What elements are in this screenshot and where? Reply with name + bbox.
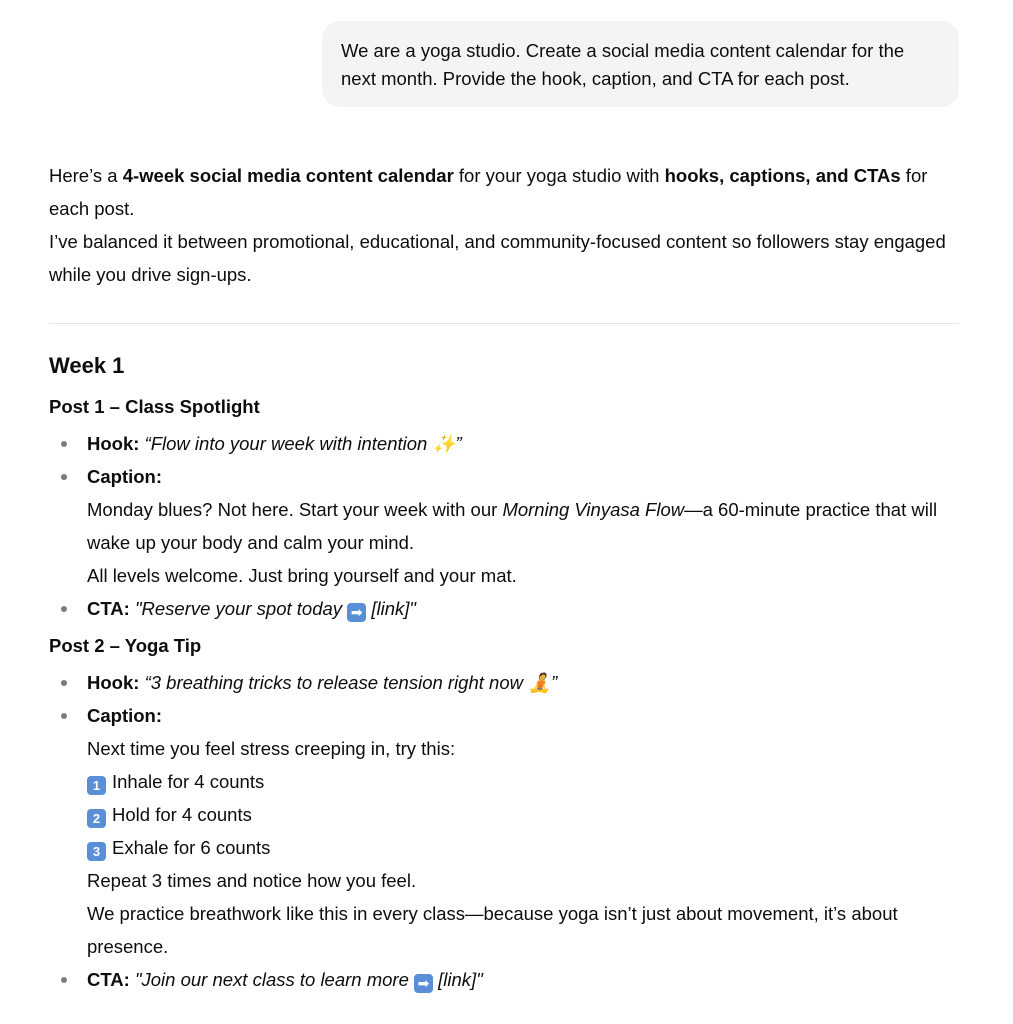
- arrow-right-icon: ➡: [414, 974, 433, 993]
- post-2-list: [49, 666, 964, 996]
- caption-label: Caption:: [87, 705, 163, 726]
- cta-label: CTA:: [87, 969, 130, 990]
- divider: [49, 323, 959, 324]
- step-text: Exhale for 6 counts: [112, 837, 271, 858]
- bullet-dot: [61, 713, 67, 719]
- class-name: Morning Vinyasa Flow: [502, 499, 685, 520]
- intro-bold-hooks: hooks, captions, and CTAs: [664, 165, 901, 186]
- caption-text: Repeat 3 times and notice how you feel.: [87, 870, 417, 891]
- intro-text: for each post.: [49, 165, 928, 219]
- list-item: [49, 460, 964, 592]
- keycap-1-icon: 1: [87, 776, 106, 795]
- cta-text: "Join our next class to learn more ➡ [link]": [134, 969, 483, 991]
- post-1-title: Post 1 – Class Spotlight: [49, 396, 260, 417]
- intro-text: Here’s a: [49, 165, 123, 186]
- bullet-dot: [61, 680, 67, 686]
- user-message-bubble: [322, 21, 959, 107]
- bullet-dot: [61, 977, 67, 983]
- caption-label: Caption:: [87, 466, 163, 487]
- step-text: Inhale for 4 counts: [112, 771, 265, 792]
- cta-text: "Reserve your spot today ➡ [link]": [134, 598, 416, 620]
- bullet-dot: [61, 606, 67, 612]
- cta-label: CTA:: [87, 598, 130, 619]
- hook-label: Hook:: [87, 433, 140, 454]
- intro-bold-calendar: 4-week social media content calendar: [122, 165, 454, 186]
- step-text: Hold for 4 counts: [112, 804, 252, 825]
- caption-text: Next time you feel stress creeping in, try this:: [87, 738, 456, 759]
- bullet-dot: [61, 441, 67, 447]
- post-1-list: [49, 427, 964, 625]
- hook-text: “Flow into your week with intention ✨”: [144, 433, 462, 454]
- caption-text: We practice breathwork like this in every class—because yoga isn’t just about movement, it’s about presence.: [87, 903, 898, 957]
- caption-text: Monday blues? Not here. Start your week with our: [87, 499, 503, 520]
- week-heading: Week 1: [49, 353, 125, 378]
- hook-text: “3 breathing tricks to release tension right now 🧘”: [144, 672, 558, 693]
- caption-text: —a 60-minute practice that will wake up your body and calm your mind.: [87, 499, 938, 553]
- assistant-message: [49, 159, 964, 996]
- caption-text: All levels welcome. Just bring yourself and your mat.: [87, 565, 517, 586]
- intro-paragraph: [49, 159, 964, 225]
- post-2-title: Post 2 – Yoga Tip: [49, 635, 202, 656]
- user-message-text: We are a yoga studio. Create a social media content calendar for the next month. Provide the hook, caption, and CTA for each post.: [341, 40, 905, 89]
- list-item: [49, 592, 964, 625]
- meditation-icon: 🧘: [528, 672, 552, 693]
- keycap-3-icon: 3: [87, 842, 106, 861]
- keycap-2-icon: 2: [87, 809, 106, 828]
- sparkle-icon: ✨: [432, 433, 456, 454]
- hook-label: Hook:: [87, 672, 140, 693]
- list-item: [49, 963, 964, 996]
- intro-text: for your yoga studio with: [453, 165, 665, 186]
- bullet-dot: [61, 474, 67, 480]
- list-item: [49, 666, 964, 699]
- list-item: [49, 699, 964, 963]
- list-item: [49, 427, 964, 460]
- arrow-right-icon: ➡: [347, 603, 366, 622]
- intro-paragraph-2: I’ve balanced it between promotional, educational, and community-focused content so followers stay engaged while you drive sign-ups.: [49, 231, 946, 285]
